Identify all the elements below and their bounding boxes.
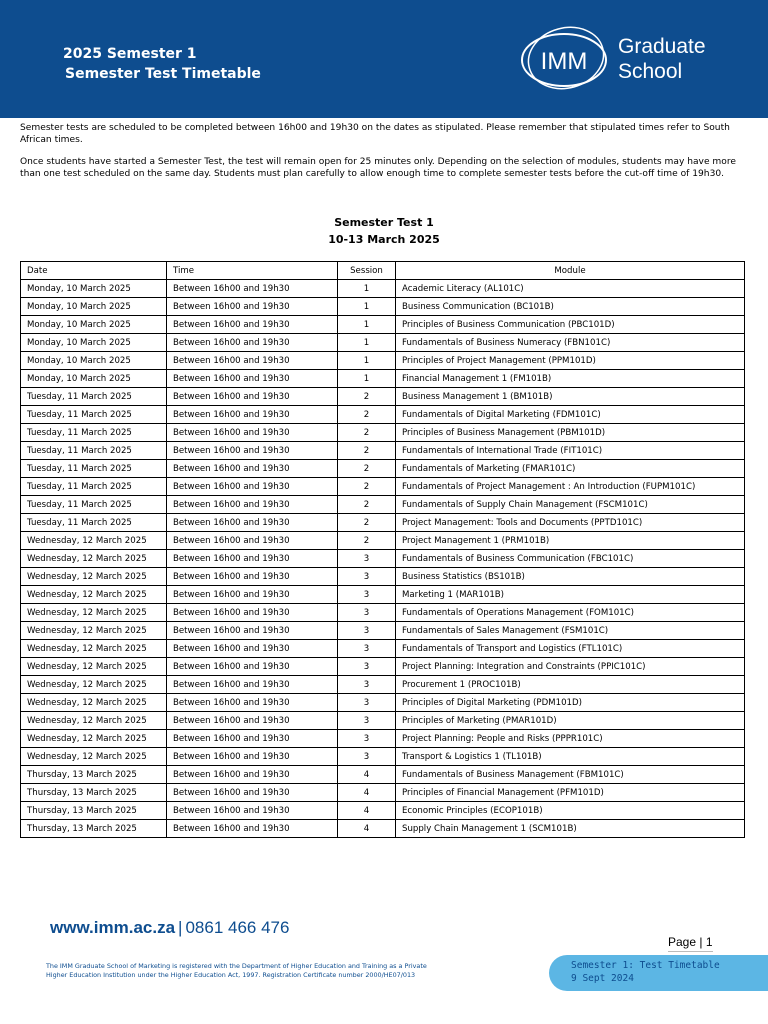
registration-disclaimer: [46, 962, 496, 980]
cell-date: Monday, 10 March 2025: [21, 280, 167, 298]
cell-module: Principles of Digital Marketing (PDM101D): [396, 694, 745, 712]
cell-time: Between 16h00 and 19h30: [167, 550, 338, 568]
document-version-tag: [549, 955, 768, 991]
cell-time: Between 16h00 and 19h30: [167, 784, 338, 802]
cell-module: Business Statistics (BS101B): [396, 568, 745, 586]
cell-session: 2: [338, 460, 396, 478]
page-label: Page: [668, 935, 697, 949]
cell-time: Between 16h00 and 19h30: [167, 748, 338, 766]
table-row: [21, 298, 745, 316]
logo-line-graduate: Graduate: [618, 35, 706, 58]
table-row: [21, 388, 745, 406]
cell-module: Fundamentals of Business Management (FBM101C): [396, 766, 745, 784]
cell-date: Monday, 10 March 2025: [21, 352, 167, 370]
cell-session: 3: [338, 550, 396, 568]
cell-session: 3: [338, 694, 396, 712]
cell-time: Between 16h00 and 19h30: [167, 694, 338, 712]
cell-module: Fundamentals of Transport and Logistics (FTL101C): [396, 640, 745, 658]
cell-session: 2: [338, 478, 396, 496]
cell-module: Business Management 1 (BM101B): [396, 388, 745, 406]
table-row: [21, 478, 745, 496]
cell-date: Tuesday, 11 March 2025: [21, 514, 167, 532]
intro-paragraph-rules: Once students have started a Semester Test, the test will remain open for 25 minutes only. Depending on the selection of modules, students may have more than one test scheduled on the same day. Students must plan carefully to allow enough time to complete semester tests before the cut-off time of 19h30.: [20, 157, 736, 179]
table-row: [21, 748, 745, 766]
cell-session: 3: [338, 712, 396, 730]
cell-date: Monday, 10 March 2025: [21, 298, 167, 316]
cell-date: Thursday, 13 March 2025: [21, 820, 167, 838]
cell-session: 1: [338, 370, 396, 388]
cell-session: 2: [338, 388, 396, 406]
table-row: [21, 802, 745, 820]
cell-module: Fundamentals of Project Management : An Introduction (FUPM101C): [396, 478, 745, 496]
cell-session: 2: [338, 424, 396, 442]
table-row: [21, 568, 745, 586]
table-row: [21, 514, 745, 532]
page-number-value: 1: [705, 935, 713, 949]
column-header-module: Module: [396, 262, 745, 280]
column-header-date: Date: [21, 262, 167, 280]
table-row: [21, 370, 745, 388]
contact-separator: |: [178, 918, 183, 937]
table-row: [21, 604, 745, 622]
table-row: [21, 820, 745, 838]
cell-session: 2: [338, 406, 396, 424]
table-row: [21, 550, 745, 568]
table-row: [21, 316, 745, 334]
cell-time: Between 16h00 and 19h30: [167, 604, 338, 622]
cell-module: Project Planning: Integration and Constraints (PPIC101C): [396, 658, 745, 676]
imm-logo-ellipse-icon: [518, 22, 618, 94]
cell-session: 3: [338, 622, 396, 640]
cell-time: Between 16h00 and 19h30: [167, 370, 338, 388]
table-row: [21, 622, 745, 640]
page-separator: |: [699, 935, 703, 949]
cell-date: Wednesday, 12 March 2025: [21, 712, 167, 730]
cell-time: Between 16h00 and 19h30: [167, 406, 338, 424]
cell-time: Between 16h00 and 19h30: [167, 496, 338, 514]
cell-date: Tuesday, 11 March 2025: [21, 442, 167, 460]
cell-session: 3: [338, 748, 396, 766]
cell-time: Between 16h00 and 19h30: [167, 280, 338, 298]
cell-date: Tuesday, 11 March 2025: [21, 460, 167, 478]
cell-date: Tuesday, 11 March 2025: [21, 496, 167, 514]
table-row: [21, 712, 745, 730]
cell-time: Between 16h00 and 19h30: [167, 676, 338, 694]
website-link[interactable]: www.imm.ac.za: [50, 918, 176, 937]
cell-time: Between 16h00 and 19h30: [167, 712, 338, 730]
cell-module: Fundamentals of Sales Management (FSM101C): [396, 622, 745, 640]
cell-module: Supply Chain Management 1 (SCM101B): [396, 820, 745, 838]
cell-time: Between 16h00 and 19h30: [167, 388, 338, 406]
cell-time: Between 16h00 and 19h30: [167, 658, 338, 676]
disclaimer-line-2: Higher Education Institution under the Higher Education Act, 1997. Registration Certificate number 2000/HE07/013: [46, 971, 416, 979]
cell-date: Wednesday, 12 March 2025: [21, 532, 167, 550]
section-dates: 10-13 March 2025: [328, 233, 440, 246]
cell-time: Between 16h00 and 19h30: [167, 478, 338, 496]
document-header: [0, 0, 768, 118]
cell-session: 1: [338, 316, 396, 334]
tag-title: Semester 1: Test Timetable: [571, 960, 720, 971]
cell-module: Fundamentals of International Trade (FIT101C): [396, 442, 745, 460]
cell-module: Principles of Financial Management (PFM101D): [396, 784, 745, 802]
cell-time: Between 16h00 and 19h30: [167, 424, 338, 442]
table-row: [21, 586, 745, 604]
intro-paragraph-times: Semester tests are scheduled to be completed between 16h00 and 19h30 on the dates as stipulated. Please remember that stipulated times refer to South African times.: [20, 123, 730, 145]
cell-time: Between 16h00 and 19h30: [167, 334, 338, 352]
cell-date: Thursday, 13 March 2025: [21, 766, 167, 784]
cell-date: Tuesday, 11 March 2025: [21, 388, 167, 406]
cell-time: Between 16h00 and 19h30: [167, 622, 338, 640]
table-row: [21, 460, 745, 478]
cell-date: Wednesday, 12 March 2025: [21, 622, 167, 640]
cell-module: Project Management: Tools and Documents (PPTD101C): [396, 514, 745, 532]
page-number: [668, 935, 713, 952]
table-header-row: [21, 262, 745, 280]
cell-session: 3: [338, 604, 396, 622]
cell-time: Between 16h00 and 19h30: [167, 766, 338, 784]
cell-module: Fundamentals of Digital Marketing (FDM101C): [396, 406, 745, 424]
footer-contact: [50, 918, 289, 938]
cell-time: Between 16h00 and 19h30: [167, 586, 338, 604]
logo-line-school: School: [618, 60, 683, 83]
cell-date: Tuesday, 11 March 2025: [21, 424, 167, 442]
cell-session: 2: [338, 442, 396, 460]
cell-time: Between 16h00 and 19h30: [167, 442, 338, 460]
table-row: [21, 694, 745, 712]
column-header-time: Time: [167, 262, 338, 280]
cell-date: Tuesday, 11 March 2025: [21, 478, 167, 496]
cell-module: Marketing 1 (MAR101B): [396, 586, 745, 604]
disclaimer-line-1: The IMM Graduate School of Marketing is registered with the Department of Higher Education and Training as a Private: [46, 962, 427, 970]
cell-session: 3: [338, 640, 396, 658]
table-row: [21, 532, 745, 550]
cell-session: 3: [338, 676, 396, 694]
cell-module: Principles of Marketing (PMAR101D): [396, 712, 745, 730]
cell-date: Wednesday, 12 March 2025: [21, 550, 167, 568]
table-row: [21, 730, 745, 748]
cell-session: 3: [338, 730, 396, 748]
table-row: [21, 424, 745, 442]
cell-module: Academic Literacy (AL101C): [396, 280, 745, 298]
section-title: Semester Test 1: [334, 216, 434, 229]
cell-time: Between 16h00 and 19h30: [167, 532, 338, 550]
cell-time: Between 16h00 and 19h30: [167, 802, 338, 820]
cell-date: Wednesday, 12 March 2025: [21, 658, 167, 676]
cell-session: 1: [338, 280, 396, 298]
timetable-table: [20, 261, 745, 838]
phone-number: 0861 466 476: [185, 918, 290, 937]
intro-text: [20, 122, 748, 190]
table-row: [21, 658, 745, 676]
cell-date: Thursday, 13 March 2025: [21, 784, 167, 802]
table-row: [21, 784, 745, 802]
cell-date: Wednesday, 12 March 2025: [21, 640, 167, 658]
table-row: [21, 280, 745, 298]
cell-date: Wednesday, 12 March 2025: [21, 586, 167, 604]
cell-module: Procurement 1 (PROC101B): [396, 676, 745, 694]
cell-session: 4: [338, 820, 396, 838]
cell-session: 3: [338, 586, 396, 604]
cell-date: Monday, 10 March 2025: [21, 316, 167, 334]
cell-time: Between 16h00 and 19h30: [167, 460, 338, 478]
cell-time: Between 16h00 and 19h30: [167, 730, 338, 748]
cell-module: Project Planning: People and Risks (PPPR101C): [396, 730, 745, 748]
cell-module: Transport & Logistics 1 (TL101B): [396, 748, 745, 766]
cell-time: Between 16h00 and 19h30: [167, 640, 338, 658]
table-row: [21, 442, 745, 460]
table-row: [21, 334, 745, 352]
cell-time: Between 16h00 and 19h30: [167, 352, 338, 370]
table-row: [21, 766, 745, 784]
cell-session: 1: [338, 352, 396, 370]
cell-module: Financial Management 1 (FM101B): [396, 370, 745, 388]
table-row: [21, 640, 745, 658]
cell-time: Between 16h00 and 19h30: [167, 298, 338, 316]
cell-date: Wednesday, 12 March 2025: [21, 676, 167, 694]
cell-date: Monday, 10 March 2025: [21, 334, 167, 352]
cell-time: Between 16h00 and 19h30: [167, 568, 338, 586]
cell-module: Project Management 1 (PRM101B): [396, 532, 745, 550]
cell-module: Economic Principles (ECOP101B): [396, 802, 745, 820]
cell-module: Fundamentals of Operations Management (FOM101C): [396, 604, 745, 622]
column-header-session: Session: [338, 262, 396, 280]
table-row: [21, 496, 745, 514]
cell-module: Fundamentals of Marketing (FMAR101C): [396, 460, 745, 478]
cell-time: Between 16h00 and 19h30: [167, 316, 338, 334]
table-row: [21, 676, 745, 694]
cell-date: Wednesday, 12 March 2025: [21, 568, 167, 586]
cell-session: 1: [338, 334, 396, 352]
cell-session: 1: [338, 298, 396, 316]
timetable-body: [21, 280, 745, 838]
table-row: [21, 406, 745, 424]
cell-date: Wednesday, 12 March 2025: [21, 748, 167, 766]
cell-module: Fundamentals of Business Communication (FBC101C): [396, 550, 745, 568]
cell-session: 4: [338, 802, 396, 820]
cell-session: 4: [338, 766, 396, 784]
cell-session: 4: [338, 784, 396, 802]
cell-session: 3: [338, 658, 396, 676]
cell-date: Thursday, 13 March 2025: [21, 802, 167, 820]
cell-module: Fundamentals of Business Numeracy (FBN101C): [396, 334, 745, 352]
cell-date: Wednesday, 12 March 2025: [21, 694, 167, 712]
cell-time: Between 16h00 and 19h30: [167, 820, 338, 838]
header-title-year: 2025 Semester 1: [63, 46, 197, 62]
imm-logo-text: [618, 34, 706, 84]
cell-session: 2: [338, 532, 396, 550]
cell-module: Business Communication (BC101B): [396, 298, 745, 316]
tag-date: 9 Sept 2024: [571, 973, 634, 984]
cell-module: Fundamentals of Supply Chain Management (FSCM101C): [396, 496, 745, 514]
cell-module: Principles of Business Management (PBM101D): [396, 424, 745, 442]
header-title-timetable: Semester Test Timetable: [65, 66, 261, 82]
table-row: [21, 352, 745, 370]
cell-date: Wednesday, 12 March 2025: [21, 604, 167, 622]
cell-module: Principles of Business Communication (PBC101D): [396, 316, 745, 334]
cell-date: Tuesday, 11 March 2025: [21, 406, 167, 424]
cell-session: 3: [338, 568, 396, 586]
imm-logo-abbrev: IMM: [540, 48, 588, 75]
imm-logo: [518, 22, 718, 94]
cell-session: 2: [338, 496, 396, 514]
cell-session: 2: [338, 514, 396, 532]
cell-date: Wednesday, 12 March 2025: [21, 730, 167, 748]
cell-date: Monday, 10 March 2025: [21, 370, 167, 388]
cell-time: Between 16h00 and 19h30: [167, 514, 338, 532]
cell-module: Principles of Project Management (PPM101D): [396, 352, 745, 370]
